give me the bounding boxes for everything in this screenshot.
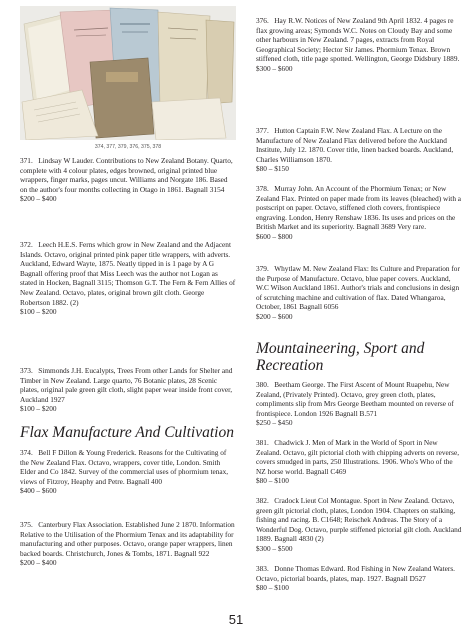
lot-378 [256,184,462,242]
lot-380 [256,380,462,428]
photo-caption: 374, 377, 379, 376, 375, 378 [94,144,162,150]
lot-description: Leech H.E.S. Ferns which grow in New Zealand and the Adjacent Islands. Octavo, original printed pink paper title wrappers, with adverts. Auckland, Edward Wayte, 1875. Neatly tipped in is 1 page by A G Bagnall offering proof that Miss Leech was the author not Logan as stated in Hocken, Bagnall 3115; Thomson G.T. The Fern & Fern Allies of New Zealand. Octavo, plates, original brown gilt cloth. George Robertson 1882. (2) [20,240,236,307]
lot-number: 379. [256,264,269,273]
lot-373 [20,366,236,414]
lot-number: 378. [256,184,269,193]
lot-price: $200 – $600 [256,311,293,321]
lot-number: 381. [256,438,269,447]
lot-379 [256,264,462,322]
lot-price: $80 – $150 [256,164,289,174]
lot-price: $100 – $200 [20,404,57,414]
lot-price: $600 – $800 [256,231,293,241]
lot-374 [20,448,236,496]
lot-description: Simmonds J.H. Eucalypts, Trees From other Lands for Shelter and Timber in New Zealand. Large quarto, 76 Botanic plates, 28 Scenic plates, original pale green gilt cloth, slight paper wear inside front cover, Auckland 1927 [20,366,233,404]
lot-price: $80 – $100 [256,583,289,593]
lot-description: Cradock Lieut Col Montague. Sport in New Zealand. Octavo, green gilt pictorial cloth, plates, London 1904. Chapters on stalking, fishing and racing. B. C1648; Reischek Andreas. The Story of a Wonderful Dog. Octavo, purple stiffened pictorial gilt cloth. Auckland 1889. Bagnall 4830 (2) [256,496,462,544]
page-number: 51 [228,612,244,627]
lot-price: $100 – $200 [20,307,57,317]
lot-383 [256,564,462,593]
lot-372 [20,240,236,317]
lot-number: 374. [20,448,33,457]
lot-description: Beetham George. The First Ascent of Mount Ruapehu, New Zealand, (Privately Printed). Octavo, grey green cloth, plates, compliments slip from Mrs George Beetham mounted on reverse of frontispiece. London 1926 Bagnall B.571 [256,380,454,418]
lot-price: $250 – $450 [256,418,293,428]
lot-description: Hay R.W. Notices of New Zealand 9th April 1832. 4 pages re flax growing areas; Symonds W.C. Notes on Cloudy Bay and some other harbours in New Zealand. 7 pages, extracts from Royal Geographical Society; Hector Sir James. Phormium Tenax. Brown stiffened cloth, title page spotted. Wellington, George Didsbury 1889. [256,16,460,64]
lot-number: 372. [20,240,33,249]
lot-price: $300 – $500 [256,543,293,553]
lot-price: $200 – $400 [20,194,57,204]
lot-number: 377. [256,126,269,135]
lot-description: Chadwick J. Men of Mark in the World of Sport in New Zealand. Octavo, gilt pictorial cloth with chipping adverts on reverse, covers smudged in parts, 250 Illustrations. 1906. Who's Who of the NZ horse world. Bagnall C469 [256,438,460,476]
section-heading-flax: Flax Manufacture And Cultivation [20,424,234,441]
lot-number: 382. [256,496,269,505]
lot-376 [256,16,462,74]
lot-price: $200 – $400 [20,558,57,568]
lot-375 [20,520,236,568]
lot-number: 375. [20,520,33,529]
lot-description: Murray John. An Account of the Phormium Tenax; or New Zealand Flax. Printed on paper made from its leaves (bleached) with a postscript on paper. Octavo, stiffened cloth covers, frontispiece engraving. London, Henry Renshaw 1836. Its uses and prices on the British Market and its superiority. Bagnall 3689 Very rare. [256,184,462,232]
lot-description: Bell F Dillon & Young Frederick. Reasons for the Cultivating of the New Zealand Flax. Octavo, wrappers, cover title, London. Smith Elder and Co 1842. Survey of the commercial uses of phormium tenax, views of Fitzroy, Heaphy and Petre. Bagnall 400 [20,448,229,486]
lot-price: $80 – $100 [256,476,289,486]
lot-number: 373. [20,366,33,375]
lot-description: Hutton Captain F.W. New Zealand Flax. A Lecture on the Manufacture of New Zealand Flax delivered before the Auckland Institute, July 12. 1870. Cover title, linen backed boards. Auckland, Charles Williamson 1870. [256,126,454,164]
lot-number: 380. [256,380,269,389]
lot-description: Whytlaw M. New Zealand Flax: Its Culture and Preparation for the Purpose of Manufacture. Octavo, blue paper covers. Auckland, W.C Wilson Auckland 1861. Author's trials and conclusions in design of scrutching machine and cultivation of flax. Dated Whangaroa, October, 1861 Bagnall 6056 [256,264,460,312]
lot-description: Lindsay W Lauder. Contributions to New Zealand Botany. Quarto, complete with 4 colour plates, edges browned, original printed blue wrappers, finger marks, pages uncut. Williams and Norgate 186. Based on the author's four months collecting in Otago in 1861. Bagnall 3154 [20,156,233,194]
lot-371 [20,156,236,204]
section-heading-mountaineering: Mountaineering, Sport and Recreation [256,340,425,374]
lot-price: $400 – $600 [20,486,57,496]
lot-price: $300 – $600 [256,63,293,73]
lot-description: Donne Thomas Edward. Rod Fishing in New Zealand Waters. Octavo, pictorial boards, plates, map. 1927. Bagnall D527 [256,564,455,583]
lot-382 [256,496,462,554]
lot-number: 376. [256,16,269,25]
lot-description: Canterbury Flax Association. Established June 2 1870. Information Relative to the Utilisation of the Phormium Tenax and its adaptability for manufacturing and other purposes. Octavo, orange paper wrappers, linen backed boards. Christchurch, Jones & Tombs, 1871. Bagnall 922 [20,520,235,558]
books-photo [20,6,236,140]
lot-number: 371. [20,156,33,165]
books-illustration [20,6,236,140]
lot-377 [256,126,462,174]
lot-381 [256,438,462,486]
lot-number: 383. [256,564,269,573]
